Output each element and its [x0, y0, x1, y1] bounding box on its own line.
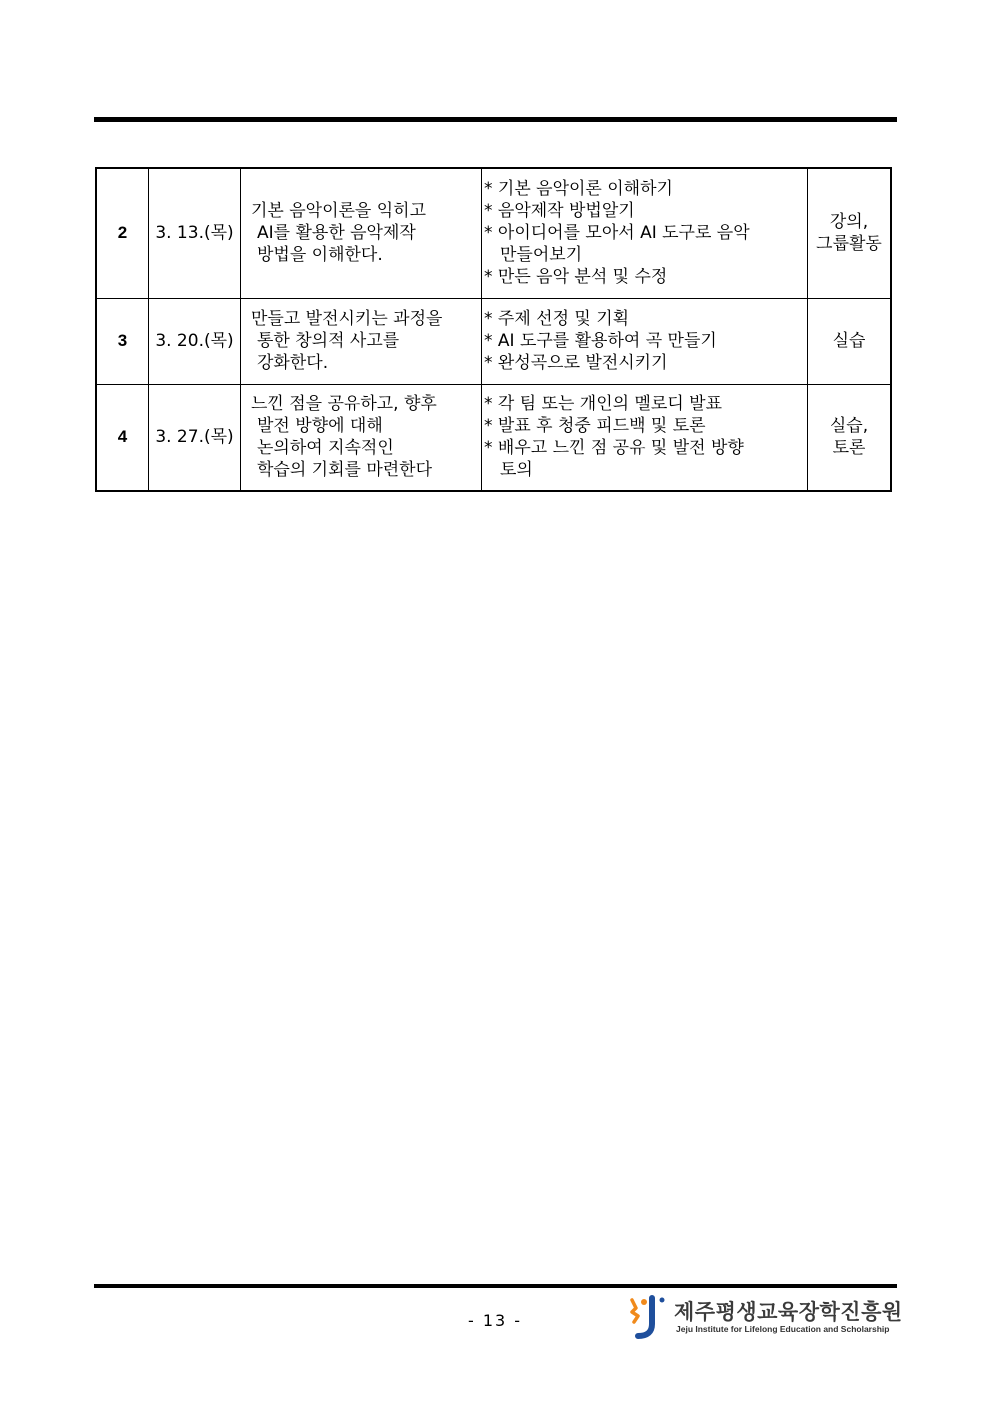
date-cell: 3. 20.(목) — [149, 298, 241, 384]
method-cell — [808, 384, 892, 491]
method-cell — [808, 298, 892, 384]
goal-line: 논의하여 지속적인 — [257, 438, 394, 459]
method-line: 토론 — [832, 438, 866, 459]
content-line: 만들어보기 — [500, 245, 583, 266]
header-rule — [94, 117, 897, 122]
content-line: * 각 팀 또는 개인의 멜로디 발표 — [484, 394, 722, 415]
content-cell — [482, 168, 808, 298]
goal-line: 발전 방향에 대해 — [257, 416, 383, 437]
method-line: 그룹활동 — [816, 234, 882, 255]
week-cell: 3 — [96, 298, 149, 384]
goal-cell — [241, 168, 482, 298]
method-line: 실습, — [829, 416, 869, 437]
goal-line: 기본 음악이론을 익히고 — [251, 201, 427, 222]
goal-line: 통한 창의적 사고를 — [257, 331, 400, 351]
content-line: * AI 도구를 활용하여 곡 만들기 — [484, 331, 717, 351]
page-number: - 13 - — [467, 1311, 523, 1330]
method-line: 강의, — [829, 212, 869, 233]
goal-cell — [241, 298, 482, 384]
goal-line: 느낀 점을 공유하고, 향후 — [251, 394, 437, 415]
content-line: 토의 — [500, 460, 533, 481]
footer-rule — [94, 1284, 897, 1288]
goal-line: AI를 활용한 음악제작 — [257, 223, 416, 244]
method-cell — [808, 168, 892, 298]
content-line: * 완성곡으로 발전시키기 — [484, 353, 668, 373]
institute-logo — [626, 1294, 903, 1340]
goal-line: 학습의 기회를 마련한다 — [257, 460, 433, 481]
date-cell: 3. 27.(목) — [149, 384, 241, 491]
content-line: * 발표 후 청중 피드백 및 토론 — [484, 416, 706, 437]
goal-line: 방법을 이해한다. — [257, 245, 383, 266]
goal-line: 강화한다. — [257, 353, 329, 373]
method-line: 실습 — [832, 331, 866, 351]
date-cell: 3. 13.(목) — [149, 168, 241, 298]
logo-subtitle: Jeju Institute for Lifelong Education and Scholarship — [676, 1324, 890, 1334]
table-row — [96, 298, 891, 384]
content-line: * 주제 선정 및 기획 — [484, 309, 630, 329]
content-line: * 기본 음악이론 이해하기 — [484, 179, 673, 200]
content-cell — [482, 384, 808, 491]
week-cell: 4 — [96, 384, 149, 491]
content-cell — [482, 298, 808, 384]
goal-cell — [241, 384, 482, 491]
content-line: * 음악제작 방법알기 — [484, 201, 635, 222]
content-line: * 배우고 느낀 점 공유 및 발전 방향 — [484, 438, 744, 459]
logo-name: 제주평생교육장학진흥원 — [674, 1300, 903, 1324]
goal-line: 만들고 발전시키는 과정을 — [251, 309, 443, 329]
content-line: * 만든 음악 분석 및 수정 — [484, 267, 668, 288]
jeju-institute-logo-icon — [626, 1294, 668, 1340]
content-line: * 아이디어를 모아서 AI 도구로 음악 — [484, 223, 750, 244]
week-cell: 2 — [96, 168, 149, 298]
table-row — [96, 168, 891, 298]
schedule-table — [95, 167, 892, 492]
table-row — [96, 384, 891, 491]
